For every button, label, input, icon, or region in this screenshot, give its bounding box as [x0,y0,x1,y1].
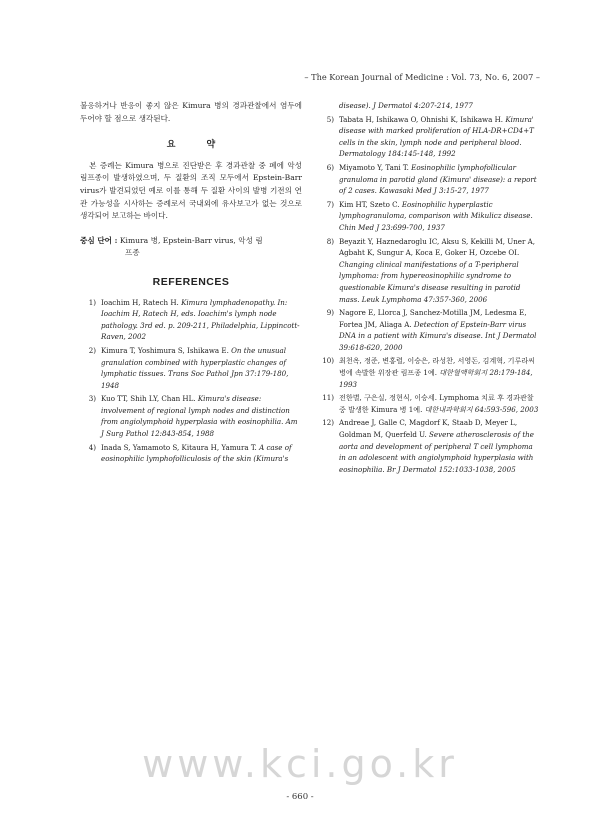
references-left [80,297,302,465]
reference-text [339,236,540,306]
reference-authors: Kim HT, Szeto C. [339,199,400,209]
reference-item [318,236,540,306]
reference-authors: Tabata H, Ishikawa O, Ohnishi K, Ishikawa H. [339,114,504,124]
reference-item [318,114,540,160]
reference-title-source: On the unusual granulation combined with hyperplastic changes of lymphatic tissues. Trans Soc Pathol Jpn 37:179-180, 1948 [101,345,289,390]
keywords-line1: Kimura 병, Epstein-Barr virus, 악성 림 [119,235,263,245]
reference-number: 2) [88,345,96,355]
reference-number: 7) [326,199,334,209]
reference-title-source: Detection of Epstein-Barr virus DNA in a patient with Kimura's disease. Int J Dermatol 39:618-620, 2000 [339,319,537,352]
reference-authors: 최천옥, 정준, 변홍렬, 이승은, 라성찬, 서영돈, 김계혁, 기루라씨병에 속발한 위장관 림프종 1예. [339,356,536,378]
reference-authors: Kuo TT, Shih LY, Chan HL. [101,394,196,404]
reference-authors: Beyazit Y, Haznedaroglu IC, Aksu S, Kekilli M, Uner A, Agbaht K, Sungur A, Koca E, Goker H, Ozcebe OI. [339,236,535,258]
reference-number: 4) [88,442,96,452]
reference-title-source: Kimura' disease with marked proliferation of HLA-DR+CD4+T cells in the skin, lymph node and peripheral blood. Dermatology 184:145-148, 1992 [339,114,534,159]
reference-number: 3) [88,394,96,404]
reference-title-source: Eosinophilic lymphofollicular granuloma in parotid gland (Kimura' disease): a report of 2 cases. Kawasaki Med J 3:15-27, 1977 [339,162,537,196]
reference-authors: Kimura T, Yoshimura S, Ishikawa E. [101,345,229,355]
reference-item [318,162,540,197]
reference-number: 12) [322,418,334,428]
reference-item [318,199,540,234]
reference-number: 1) [88,297,96,307]
abstract-title: 요 약 [166,140,230,151]
reference-text [339,392,540,415]
reference-item [80,345,302,391]
keywords [80,235,302,260]
watermark: www.kci.go.kr [142,742,458,786]
reference-title-source: 대한혈액학회지 28:179-184, 1993 [339,368,533,389]
keywords-line2: 프종 [125,248,140,258]
reference-item [80,442,302,465]
reference-text [339,199,540,234]
reference-authors: Ioachim H, Ratech H. [101,297,179,307]
reference-text [339,307,540,353]
reference-title-source: A case of eosinophilic lymphofolliculosis of the skin (Kimura's [101,442,292,464]
reference-text [101,442,302,465]
right-column [318,100,540,477]
running-header: – The Korean Journal of Medicine : Vol. 73, No. 6, 2007 – [304,72,540,82]
intro-paragraph: 불응하거나 반응이 좋지 않은 Kimura 병의 경과관찰에서 염두에 두어야 할 점으로 생각된다. [80,101,302,123]
reference-title-source: Kimura's disease: involvement of regional lymph nodes and distinction from angiolymphoid hyperplasia with eosinophilia. Am J Surg Pathol 12:843-854, 1988 [101,394,298,439]
reference-item [318,417,540,475]
reference-authors: Nagore E, Llorca J, Sanchez-Motilla JM, Ledesma E, Fortea JM, Aliaga A. [339,308,527,329]
reference-number: 8) [326,236,334,246]
reference-number: 5) [326,114,334,124]
reference-text [101,393,302,439]
reference-authors: Miyamoto Y, Tani T. [339,162,409,172]
reference-item [318,355,540,390]
page-number: - 660 - [286,792,314,802]
left-column [80,100,302,467]
reference-title-source: Severe atherosclerosis of the aorta and development of peripheral T cell lymphoma in an adolescent with angiolymphoid hyperplasia with eosinophilia. Br J Dermatol 152:1033-1038, 2005 [339,430,534,474]
reference-text [101,297,302,343]
reference-item [318,307,540,353]
reference-title-source: Kimura lymphadenopathy. In: Ioachim H, Ratech H, eds. Ioachim's lymph node pathology. 3rd ed. p. 209-211, Philadelphia, Lippincott-Raven, 2002 [101,297,300,342]
reference-text [339,114,540,160]
reference-text [339,417,540,475]
references-right [318,114,540,476]
reference-title-source: Changing clinical manifestations of a T-peripheral lymphoma: from hypereosinophilic syndrome to questionable Kimura's disease resulting in parotid mass. Leuk Lymphoma 47:357-360, 2006 [339,259,521,304]
reference-item [80,393,302,439]
reference-number: 9) [326,308,334,318]
reference-number: 11) [322,393,334,403]
reference-title-source: Eosinophilic hyperplastic lymphogranuloma, comparison with Mikulicz disease. Chin Med J 23:699-700, 1937 [339,199,533,232]
reference-number: 10) [322,356,334,366]
reference-text [101,345,302,391]
reference-continuation: disease). J Dermatol 4:207-214, 1977 [339,101,473,110]
reference-authors: 전한별, 구은실, 정현식, 이승세. Lymphoma 치료 후 경과관찰 중 발생한 Kimura 병 1예. [339,393,534,414]
reference-authors: Andreae J, Galle C, Magdorf K, Staab D, Meyer L, Goldman M, Querfeld U. [339,418,518,440]
reference-item [318,392,540,415]
reference-number: 6) [326,162,334,172]
reference-text [339,162,540,197]
reference-text [339,355,540,390]
keywords-label: 중심 단어 : [80,235,118,245]
abstract-text: 본 증례는 Kimura 병으로 진단받은 후 경과관찰 중 폐에 악성 림프종이 발생하였으며, 두 질환의 조직 모두에서 Epstein-Barr virus가 발견되었던 예로 이를 통해 두 질환 사이의 발병 기전의 연관 가능성을 시사하는 증례로서 국내외에 유사보고가 없는 것으로 생각되어 보고하는 바이다. [80,160,302,221]
reference-item [80,297,302,343]
references-title: REFERENCES [152,275,230,288]
reference-title-source: 대한내과학회지 64:593-596, 2003 [424,404,539,414]
reference-authors: Inada S, Yamamoto S, Kitaura H, Yamura T. [101,442,257,452]
